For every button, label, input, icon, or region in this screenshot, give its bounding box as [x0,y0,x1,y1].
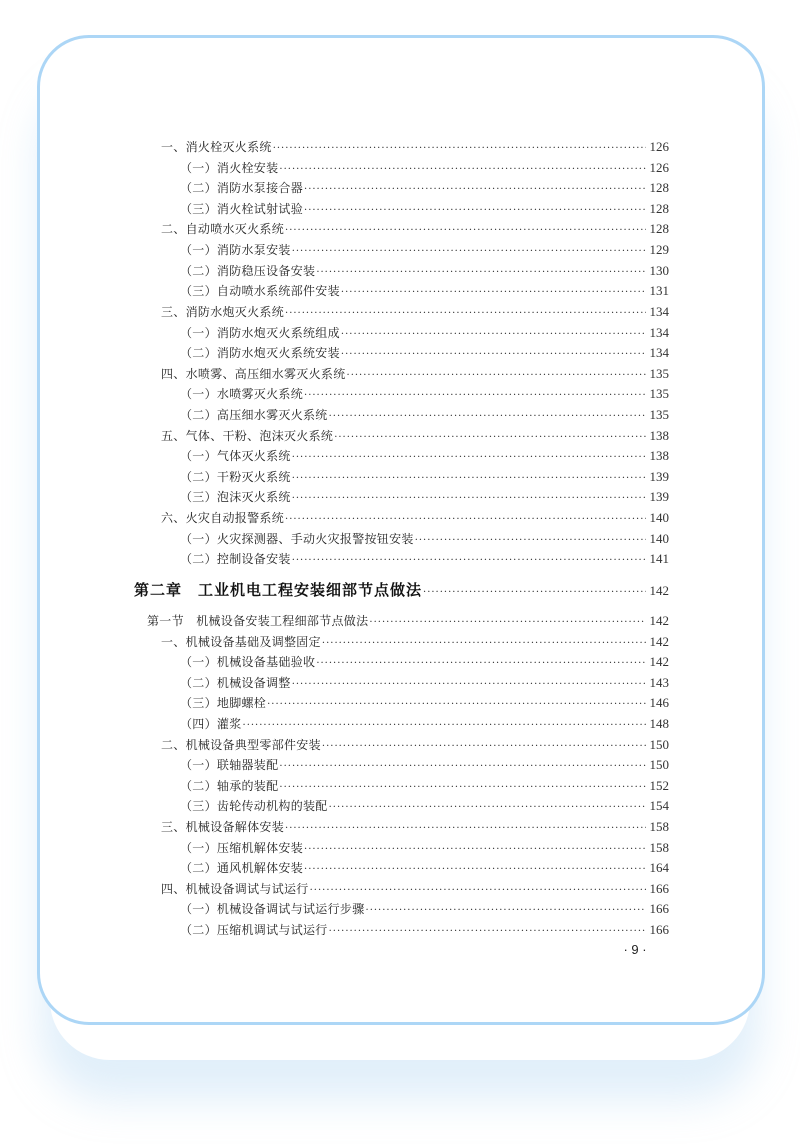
toc-entry-title: 一、消火栓灭火系统 [161,140,272,154]
dot-leader [279,759,646,775]
toc-entry-page: 158 [649,819,669,834]
toc-entry-page: 164 [649,860,669,875]
toc-entry-page: 128 [649,201,669,216]
toc-subitem-entry[interactable] [180,283,669,299]
dot-leader [334,430,646,446]
dot-leader [341,347,646,363]
dot-leader [292,471,646,487]
toc-entry-title: （一）压缩机解体安装 [180,841,304,855]
dot-leader [285,306,646,322]
dot-leader [329,800,646,816]
toc-subitem-entry[interactable] [180,531,669,547]
toc-entry-page: 166 [649,881,669,896]
toc-item-entry[interactable] [161,366,669,382]
dot-leader [292,244,646,260]
dot-leader [366,903,646,919]
dot-leader [292,491,646,507]
toc-entry-page: 150 [649,737,669,752]
toc-entry-page: 166 [649,922,669,937]
toc-entry-title: 四、机械设备调试与试运行 [161,882,309,896]
dot-leader [304,842,646,858]
toc-entry-page: 154 [649,798,669,813]
toc-item-entry[interactable] [161,221,669,237]
toc-entry-title: 三、机械设备解体安装 [161,820,285,834]
toc-subitem-entry[interactable] [180,325,669,341]
toc-entry-title: 一、机械设备基础及调整固定 [161,635,321,649]
toc-entry-title: （三）地脚螺栓 [180,696,267,710]
toc-subitem-entry[interactable] [180,263,669,279]
toc-item-entry[interactable] [161,737,669,753]
toc-subitem-entry[interactable] [180,160,669,176]
toc-subitem-entry[interactable] [180,551,669,567]
toc-subitem-entry[interactable] [180,345,669,361]
toc-entry-title: 第一节 机械设备安装工程细部节点做法 [147,614,369,628]
dot-leader [322,636,646,652]
toc-subitem-entry[interactable] [180,469,669,485]
toc-entry-page: 142 [649,654,669,669]
toc-subitem-entry[interactable] [180,654,669,670]
toc-entry-title: 四、水喷雾、高压细水雾灭火系统 [161,367,346,381]
dot-leader [292,553,646,569]
toc-entry-page: 166 [649,901,669,916]
toc-entry-title: （一）机械设备调试与试运行步骤 [180,902,365,916]
toc-entry-title: （三）消火栓试射试验 [180,202,304,216]
toc-entry-title: （一）消防水炮灭火系统组成 [180,326,340,340]
toc-entry-title: （二）机械设备调整 [180,676,291,690]
toc-entry-page: 146 [649,695,669,710]
toc-entry-title: （二）压缩机调试与试运行 [180,923,328,937]
toc-subitem-entry[interactable] [180,716,669,732]
toc-subitem-entry[interactable] [180,695,669,711]
toc-entry-title: （二）消防水炮灭火系统安装 [180,346,340,360]
toc-subitem-entry[interactable] [180,201,669,217]
toc-subitem-entry[interactable] [180,778,669,794]
dot-leader [304,182,646,198]
toc-entry-title: （二）通风机解体安装 [180,861,304,875]
dot-leader [341,327,646,343]
toc-entry-page: 150 [649,757,669,772]
dot-leader [347,368,646,384]
toc-entry-title: （三）齿轮传动机构的装配 [180,799,328,813]
toc-entry-title: （二）消防稳压设备安装 [180,264,316,278]
toc-subitem-entry[interactable] [180,757,669,773]
dot-leader [369,615,646,631]
dot-leader [415,533,646,549]
toc-subitem-entry[interactable] [180,242,669,258]
toc-entry-title: （一）水喷雾灭火系统 [180,387,304,401]
toc-item-entry[interactable] [161,428,669,444]
toc-subitem-entry[interactable] [180,386,669,402]
toc-subitem-entry[interactable] [180,860,669,876]
dot-leader [304,862,646,878]
toc-entry-page: 141 [649,551,669,566]
dot-leader [292,677,646,693]
toc-entry-title: （一）火灾探测器、手动火灾报警按钮安装 [180,532,414,546]
toc-entry-title: （一）气体灭火系统 [180,449,291,463]
dot-leader [329,409,646,425]
toc-entry-title: （二）轴承的装配 [180,779,279,793]
dot-leader [273,141,646,157]
toc-entry-title: （三）自动喷水系统部件安装 [180,284,340,298]
toc-entry-page: 148 [649,716,669,731]
toc-entry-title: （二）消防水泵接合器 [180,181,304,195]
dot-leader [329,924,646,940]
toc-entry-title: 三、消防水炮灭火系统 [161,305,285,319]
toc-subitem-entry[interactable] [180,798,669,814]
toc-entry-title: （一）机械设备基础验收 [180,655,316,669]
toc-subitem-entry[interactable] [180,675,669,691]
toc-entry-title: （三）泡沫灭火系统 [180,490,291,504]
toc-subitem-entry[interactable] [180,448,669,464]
toc-entry-page: 142 [649,583,669,598]
toc-entry-page: 140 [649,510,669,525]
toc-subitem-entry[interactable] [180,922,669,938]
toc-entry-page: 129 [649,242,669,257]
toc-entry-title: （四）灌浆 [180,717,242,731]
toc-entry-title: （一）消防水泵安装 [180,243,291,257]
dot-leader [310,883,646,899]
dot-leader [316,265,646,281]
toc-chapter-entry[interactable] [134,580,669,600]
dot-leader [285,512,646,528]
toc-entry-title: （二）高压细水雾灭火系统 [180,408,328,422]
toc-entry-title: 二、自动喷水灭火系统 [161,222,285,236]
toc-entry-page: 158 [649,840,669,855]
dot-leader [322,739,646,755]
toc-subitem-entry[interactable] [180,180,669,196]
toc-entry-page: 138 [649,448,669,463]
toc-entry-page: 135 [649,386,669,401]
toc-subitem-entry[interactable] [180,901,669,917]
dot-leader [243,718,646,734]
toc-entry-page: 139 [649,489,669,504]
toc-item-entry[interactable] [161,304,669,320]
toc-entry-page: 138 [649,428,669,443]
toc-item-entry[interactable] [161,881,669,897]
toc-entry-page: 139 [649,469,669,484]
page-number: · 9 · [623,942,647,957]
toc-entry-page: 143 [649,675,669,690]
dot-leader [316,656,646,672]
dot-leader [304,388,646,404]
toc-subitem-entry[interactable] [180,407,669,423]
toc-entry-page: 134 [649,325,669,340]
toc-entry-page: 134 [649,304,669,319]
toc-entry-title: （一）联轴器装配 [180,758,279,772]
dot-leader [285,223,646,239]
toc-subitem-entry[interactable] [180,840,669,856]
toc-item-entry[interactable] [161,510,669,526]
toc-subitem-entry[interactable] [180,489,669,505]
dot-leader [279,162,646,178]
toc-entry-page: 131 [649,283,669,298]
dot-leader [267,697,646,713]
toc-entry-page: 152 [649,778,669,793]
toc-entry-page: 142 [649,613,669,628]
toc-entry-title: 二、机械设备典型零部件安装 [161,738,321,752]
dot-leader [341,285,646,301]
dot-leader [279,780,646,796]
toc-entry-page: 135 [649,407,669,422]
toc-entry-title: 六、火灾自动报警系统 [161,511,285,525]
toc-entry-page: 128 [649,221,669,236]
toc-entry-page: 135 [649,366,669,381]
toc-entry-page: 126 [649,160,669,175]
toc-entry-title: 五、气体、干粉、泡沫灭火系统 [161,429,334,443]
toc-entry-page: 140 [649,531,669,546]
dot-leader [292,450,646,466]
toc-entry-title: （二）控制设备安装 [180,552,291,566]
toc-entry-title: （二）干粉灭火系统 [180,470,291,484]
toc-entry-title: （一）消火栓安装 [180,161,279,175]
toc-item-entry[interactable] [161,634,669,650]
toc-entry-page: 134 [649,345,669,360]
toc-entry-page: 128 [649,180,669,195]
toc-entry-page: 130 [649,263,669,278]
dot-leader [285,821,646,837]
dot-leader [423,583,646,603]
toc-item-entry[interactable] [161,819,669,835]
toc-entry-page: 126 [649,139,669,154]
toc-entry-page: 142 [649,634,669,649]
toc-section-entry[interactable] [147,613,669,629]
toc-entry-title: 第二章 工业机电工程安装细部节点做法 [134,581,423,599]
dot-leader [304,203,646,219]
toc-item-entry[interactable] [161,139,669,155]
